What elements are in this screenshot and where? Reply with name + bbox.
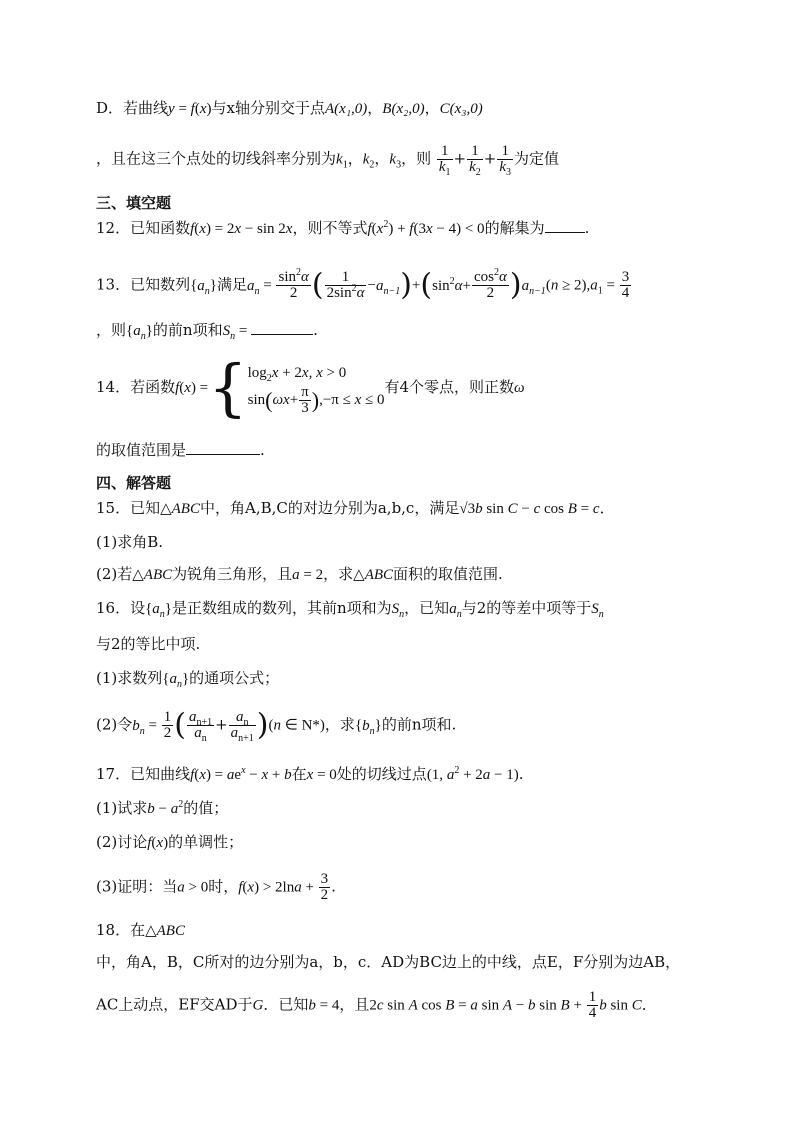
question-16-part-1: (1)求数列$\{a_n\}$的通项公式；	[96, 669, 280, 690]
section-fill-in-heading: 三、填空题	[96, 194, 172, 212]
question-15-part-1: (1)求角B.	[96, 533, 164, 551]
question-12: 12．已知函数f(x) = 2x − sin 2x，则不等式$f(x^2) + f(3x - 4) < 0$的解集为 .	[96, 219, 590, 237]
answer-blank[interactable]	[251, 320, 313, 335]
question-16-part-2: (2)令$b_n$ = $\frac{1}{2}$ ( $\frac{a_{n+1}}{a_n}$ + $\frac{a_n}{a_{n+1}}$ )(n ∈ N*)，求$\{b_n\}$的前n项和.	[96, 707, 457, 744]
question-18: 18．在△ABC	[96, 921, 185, 939]
question-17-part-1: (1)试求$b - a^2$的值；	[96, 799, 229, 817]
question-15: 15．已知△ABC中，角A,B,C的对边分别为a,b,c，满足√3b sin C − c cos B = c．	[96, 499, 615, 517]
question-13: 13．已知数列$\{a_n\}$满足$a_n$ = $\frac{\sin^2\alpha}{2}$ ( $\frac{1}{2\sin^2\alpha}$ $-a_{n-1})+(\sin^2\alpha+$ $\frac{\cos^2\alpha}{2}$ )$a_{n-1}(n \ge 2),a_1$ = $\frac{3}{4}$	[96, 267, 630, 303]
question-16: 16．设$\{a_n\}$是正数组成的数列，其前n项和为$S_n$，已知$a_n$与2的等差中项等于$S_n$	[96, 599, 604, 620]
option-d-line-1: D．若曲线y = f(x)与x轴分别交于点A(x₁,0)，B(x₂,0)，C(x₃,0)	[96, 99, 483, 117]
question-17-part-2: (2)讨论f(x)的单调性；	[96, 833, 244, 851]
question-16-line-2: 与2的等比中项.	[96, 635, 201, 653]
section-solve-heading: 四、解答题	[96, 474, 172, 492]
answer-blank[interactable]	[545, 218, 585, 233]
question-17-part-3: (3)证明：当a > 0时，f(x) > 2lna + $\frac{3}{2}$ .	[96, 871, 336, 903]
answer-blank[interactable]	[186, 440, 260, 455]
question-14-line-2: 的取值范围是 .	[96, 441, 265, 459]
question-18-line-3: AC上动点，EF交AD于G．已知b = 4，且2c sin A cos B = a sin A − b sin B + $\frac{1}{4}$ b sin C．	[96, 989, 657, 1021]
option-d-line-2: ，且在这三个点处的切线斜率分别为$k_1$，$k_2$，$k_3$，则 $\frac{1}{k_1}$ + $\frac{1}{k_2}$ + $\frac{1}{k_3}$ 为定值	[96, 143, 560, 178]
question-15-part-2: (2)若△ABC为锐角三角形，且a = 2，求△ABC面积的取值范围.	[96, 565, 503, 583]
question-17: 17．已知曲线$f(x) = ae^x - x + b$在x = 0处的切线过点(1, $a^2 + 2a - 1$).	[96, 765, 524, 783]
question-13-line-2: ，则$\{a_n\}$的前n项和$S_n$ = .	[96, 321, 318, 342]
option-d-label: D．若曲线	[96, 99, 169, 117]
question-14: 14．若函数f(x) ={ $\log_2x + 2x$, x > 0 sin(ωx+ $\frac{\pi}{3}$ ),−π ≤ x ≤ 0 有4个零点，则正数ω	[96, 351, 525, 424]
question-18-line-2: 中，角A，B，C所对的边分别为a，b，c．AD为BC边上的中线，点E，F分别为边AB，	[96, 953, 681, 971]
